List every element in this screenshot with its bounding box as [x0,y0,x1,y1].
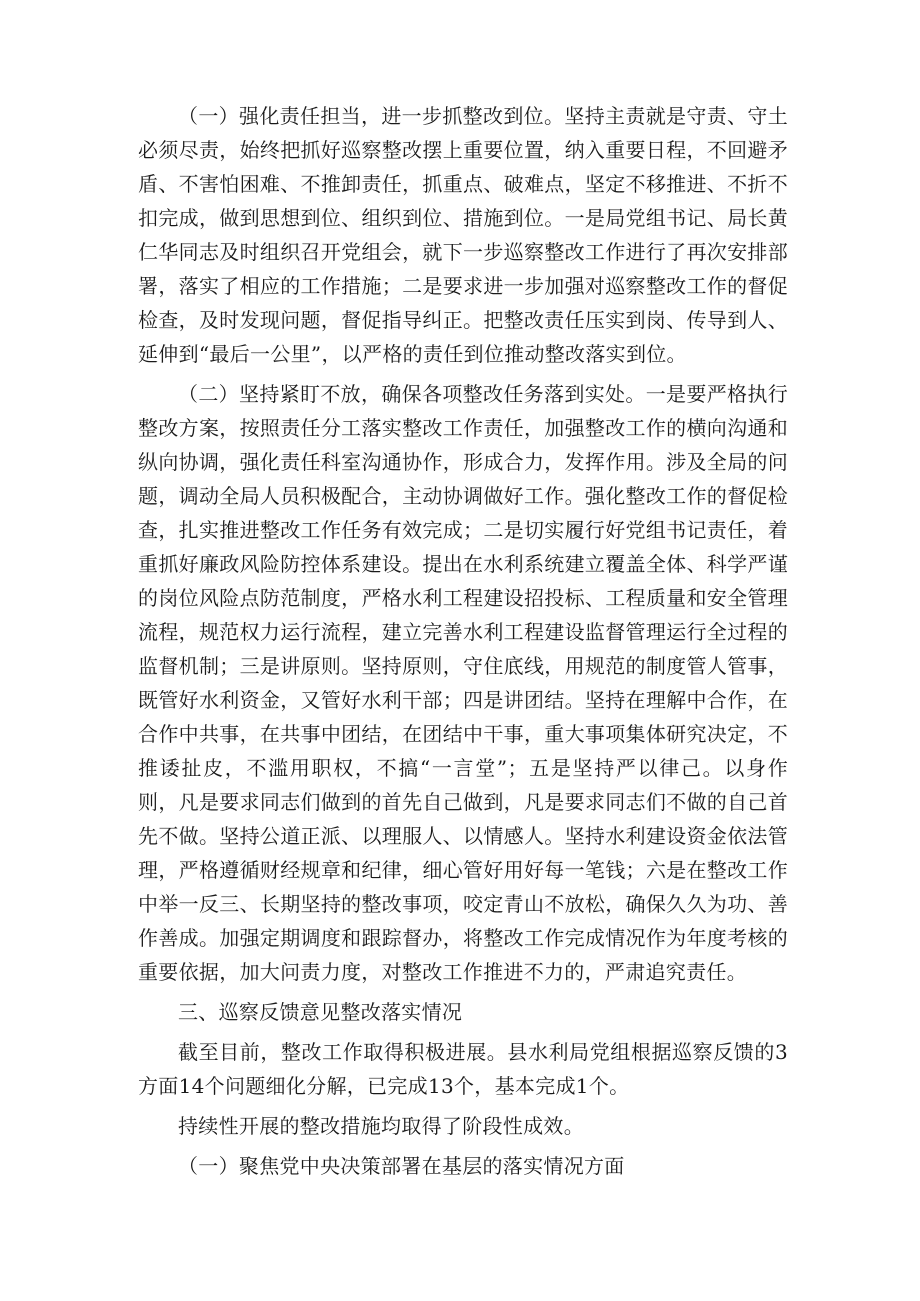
paragraph-rectification-tasks: （二）坚持紧盯不放，确保各项整改任务落到实处。一是要严格执行整改方案，按照责任分工落实整改工作责任，加强整改工作的横向沟通和纵向协调，强化责任科室沟通协作，形成合力，发挥作用。涉及全局的问题，调动全局人员积极配合，主动协调做好工作。强化整改工作的督促检查，扎实推进整改工作任务有效完成；二是切实履行好党组书记责任，着重抓好廉政风险防控体系建设。提出在水利系统建立覆盖全体、科学严谨的岗位风险点防范制度，严格水利工程建设招投标、工程质量和安全管理流程，规范权力运行流程，建立完善水利工程建设监督管理运行全过程的监督机制；三是讲原则。坚持原则，守住底线，用规范的制度管人管事，既管好水利资金，又管好水利干部；四是讲团结。坚持在理解中合作，在合作中共事，在共事中团结，在团结中干事，重大事项集体研究决定，不推诿扯皮，不滥用职权，不搞“一言堂”；五是坚持严以律己。以身作则，凡是要求同志们做到的首先自己做到，凡是要求同志们不做的自己首先不做。坚持公道正派、以理服人、以情感人。坚持水利建设资金依法管理，严格遵循财经规章和纪律，细心管好用好每一笔钱；六是在整改工作中举一反三、长期坚持的整改事项，咬定青山不放松，确保久久为功、善作善成。加强定期调度和跟踪督办，将整改工作完成情况作为年度考核的重要依据，加大问责力度，对整改工作推进不力的，严肃追究责任。 [138,382,788,984]
paragraph-continuous-measures: 持续性开展的整改措施均取得了阶段性成效。 [178,1114,584,1138]
section-heading-feedback: 三、巡察反馈意见整改落实情况 [178,1000,463,1024]
paragraph-responsibility: （一）强化责任担当，进一步抓整改到位。坚持主责就是守责、守土必须尽责，始终把抓好巡察整改摆上重要位置，纳入重要日程，不回避矛盾、不害怕困难、不推卸责任，抓重点、破难点，坚定不移推进、不折不扣完成，做到思想到位、组织到位、措施到位。一是局党组书记、局长黄仁华同志及时组织召开党组会，就下一步巡察整改工作进行了再次安排部署，落实了相应的工作措施；二是要求进一步加强对巡察整改工作的督促检查，及时发现问题，督促指导纠正。把整改责任压实到岗、传导到人、延伸到“最后一公里”，以严格的责任到位推动整改落实到位。 [138,104,788,366]
paragraph-progress: 截至目前，整改工作取得积极进展。县水利局党组根据巡察反馈的3方面14个问题细化分解，已完成13个，基本完成1个。 [138,1040,788,1098]
document-body [138,99,788,1183]
subsection-heading-central-decisions: （一）聚焦党中央决策部署在基层的落实情况方面 [178,1154,625,1178]
